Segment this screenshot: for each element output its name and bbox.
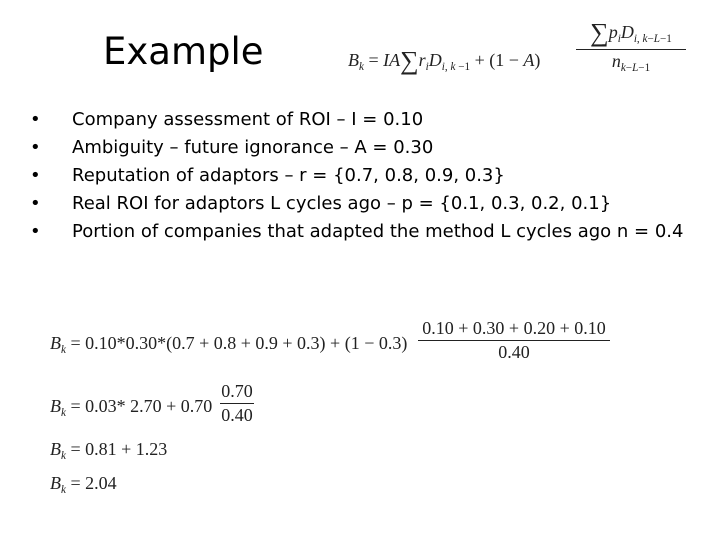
calc-step-4-lhs: = 2.04 [70,473,117,493]
fraction-bar [576,49,686,50]
calc-step-3: $B_k = 0.81 + 1.23$ [50,439,168,462]
calc-step-1-denominator: 0.40 [498,342,530,362]
bullet-reputation: • Reputation of adaptors – r = {0.7, 0.8, 0.9, 0.3} [30,162,690,190]
bullet-real-roi: • Real ROI for adaptors L cycles ago – p = {0.1, 0.3, 0.2, 0.1} [30,190,690,218]
bullet-portion: • Portion of companies that adapted the method L cycles ago n = 0.4 [30,218,690,246]
calc-step-1-numerator: 0.10 + 0.30 + 0.20 + 0.10 [422,318,606,338]
calc-step-2-numerator: 0.70 [221,381,253,401]
calc-step-2-fraction [220,381,254,426]
bk-formula-denominator: $n_{k-L-1}$ [611,51,651,74]
calc-step-3-lhs: = 0.81 + 1.23 [70,439,168,459]
slide-title: Example [103,30,264,73]
fraction-bar [220,403,254,404]
bullet-ambiguity: • Ambiguity – future ignorance – A = 0.30 [30,134,690,162]
bk-formula-lhs: $B_k = IA\sum r_iD_{i, k -1} + (1 - A)$ [348,46,541,75]
bk-formula-numerator: $\sum p_iD_{i, k-L-1}$ [590,18,672,47]
bk-formula-fraction [576,18,686,72]
calc-step-4: $B_k = 2.04$ [50,473,117,496]
calc-step-1-lhs: = 0.10*0.30*(0.7 + 0.8 + 0.9 + 0.3) + (1 − 0.3) [70,333,408,353]
fraction-bar [418,340,610,341]
calc-step-1-fraction [418,318,610,363]
bullet-roi: • Company assessment of ROI – I = 0.10 [30,106,690,134]
calc-step-2-denominator: 0.40 [221,405,253,425]
calc-step-2-lhs: = 0.03* 2.70 + 0.70 [70,396,213,416]
parameter-list [30,106,690,246]
